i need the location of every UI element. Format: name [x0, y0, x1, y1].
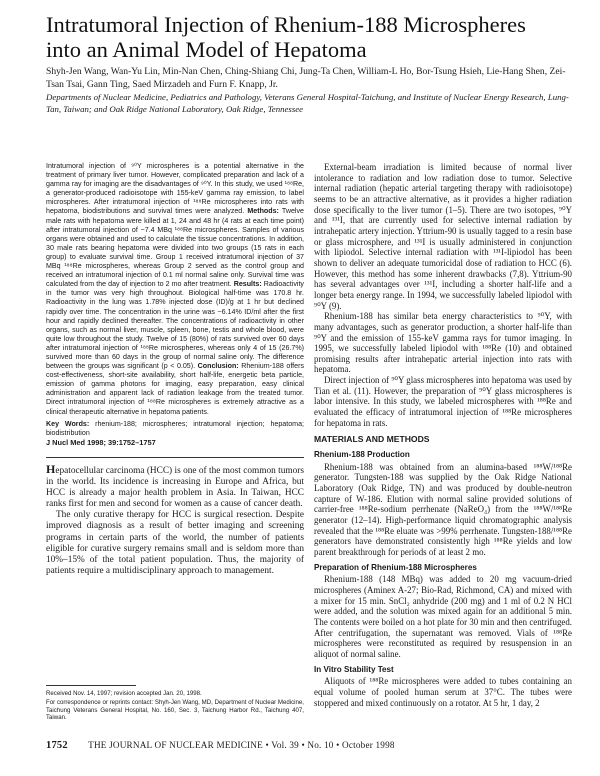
abstract-intro: Intratumoral injection of ⁹⁰Y microspheres is a potential alternative in the treatment of primary liver tumor. However, complicated preparation and lack of a gamma ray for imaging are the disadvantages of ⁹⁰Y. In this study, we used ¹⁸⁸Re, a generator-produced radioisotope with 155-keV gamma ray emission, to label microspheres. After intratumoral injection of ¹⁸⁸Re microspheres into rats with hepatoma, biodistributions and survival times were analyzed. [46, 162, 304, 216]
abstract-results: Radioactivity in the tumor was very high throughout. Biological half-time was 170.8 hr. Radioactivity in the lung was 1.78% injected dose (ID)/g at 1 hr but declined rapidly over time. The concentration in the urine was ~6.14% ID/ml after the first hour and rapidly declined thereafter. The concentrations of radioactivity in other organs, such as normal liver, muscle, spleen, bone, testis and whole blood, were quite low throughout the study. Twelve of 15 (80%) of rats survived over 60 days after intratumoral injection of ¹⁸⁸Re microspheres, whereas only 4 of 15 (26.7%) survived more than 60 days in the group of normal saline only. The difference between the groups was significant (p < 0.05). [46, 280, 304, 371]
page-number: 1752 [46, 740, 68, 751]
body-paragraph-2: Rhenium-188 has similar beta energy characteristics to ⁹⁰Y, with many advantages, such as generator production, a shorter half-life than ⁹⁰Y and the emission of 155-keV gamma rays for tumor imaging. In 1995, we successfully labeled lipiodol with ¹⁸⁸Re (10) and obtained promising results after intrahepatic arterial injection into rats with hepatoma. [314, 311, 572, 375]
intro-paragraph-1 [46, 464, 304, 510]
abstract [46, 162, 304, 447]
footnote-divider [46, 685, 136, 686]
methods-label: Methods: [247, 207, 279, 216]
journal-running-footer: THE JOURNAL OF NUCLEAR MEDICINE • Vol. 39 • No. 10 • October 1998 [88, 740, 395, 750]
abstract-methods: Twelve male rats with hepatoma were killed at 1, 24 and 48 hr (4 rats at each time point) after intratumoral injection of ~7.4 MBq ¹⁸⁸Re microspheres. Samples of various organs were obtained and used to calculate the tissue concentrations. In addition, 30 male rats bearing hepatoma were divided into two groups (15 rats in each group) to evaluate survival time. Group 1 received intratumoral injection of 37 MBq ¹⁸⁸Re microspheres, whereas Group 2 served as the control group and received an intratumoral injection of 0.1 ml normal saline only. Survival time was calculated from the day of injection to 2 mo after treatment. [46, 207, 304, 289]
conclusion-label: Conclusion: [197, 362, 239, 371]
received-note: Received Nov. 14, 1997; revision accepted Jan. 20, 1998. [46, 690, 202, 697]
intro-paragraph-2: The only curative therapy for HCC is surgical resection. Despite improved diagnosis as a result of better imaging and screening programs in certain parts of the world, the number of patients eligible for curative surgery remains small and is seldom more than 10%–15% of the total patient population. Thus, the majority of patients require a multidisciplinary approach to management. [46, 510, 304, 576]
body-paragraph-3: Direct injection of ⁹⁰Y glass microspheres into hepatoma was used by Tian et al. (11). However, the preparation of ⁹⁰Y glass microspheres is labor intensive. In this study, we labeled microspheres with ¹⁸⁸Re and evaluated the efficacy of intratumoral injection of ¹⁸⁸Re microspheres for hepatoma in rats. [314, 375, 572, 428]
article-title: Intratumoral Injection of Rhenium-188 Microspheres into an Animal Model of Hepatoma [46, 12, 526, 62]
intro-text-1: epatocellular carcinoma (HCC) is one of the most common tumors in the world. Its incidence is increasing in Europe and Africa, but HCC is already a major health problem in Asia. In Taiwan, HCC ranks first for men and second for women as a cause of cancer death. [46, 466, 304, 510]
body-paragraph-6: Aliquots of ¹⁸⁸Re microspheres were added to tubes containing an equal volume of pooled human serum at 37°C. The tubes were stoppered and mixed continuously on a rotator. At 5 hr, 1 day, 2 [314, 676, 572, 708]
correspondence-note: For correspondence or reprints contact: Shyh-Jen Wang, MD, Department of Nuclear Medicine, Taichung Veterans General Hospital, No. 160, Sec. 3, Taichung Harbor Rd., Taichung 407, Taiwan. [46, 699, 304, 721]
page-footer [46, 740, 572, 751]
introduction [46, 464, 304, 577]
author-list: Shyh-Jen Wang, Wan-Yu Lin, Min-Nan Chen, Ching-Shiang Chi, Jung-Ta Chen, William-L Ho, Bor-Tsung Hsieh, Lie-Hang Shen, Zei-Tsan Tsai, Gann Ting, Saed Mirzadeh and Furn F. Knapp, Jr. [46, 66, 566, 90]
body-paragraph-4: Rhenium-188 was obtained from an alumina-based ¹⁸⁸W/¹⁸⁸Re generator. Tungsten-188 was supplied by the Oak Ridge National Laboratory (Oak Ridge, TN) and was produced by double-neutron capture of W-186. Elution with normal saline provided solutions of carrier-free ¹⁸⁸Re-sodium perrhenate (NaReO₄) from the ¹⁸⁸W/¹⁸⁸Re generator (12–14). High-performance liquid chromatographic analysis revealed that the ¹⁸⁸Re eluate was >99% perrhenate. Tungsten-188/¹⁸⁸Re generators have demonstrated consistently high ¹⁸⁸Re yields and low parent breakthrough for periods of at least 2 mo. [314, 461, 572, 557]
subheading-stability: In Vitro Stability Test [314, 664, 394, 674]
subheading-production: Rhenium-188 Production [314, 450, 410, 460]
body-paragraph-5: Rhenium-188 (148 MBq) was added to 20 mg vacuum-dried microspheres (Aminex A-27; Bio-Rad, Richmond, CA) and mixed with a mixer for 15 min. SnCl₂ anhydride (200 mg) and 1 ml of 0.2 N HCl were added, and the solution was mixed again for an additional 5 min. The contents were boiled on a hot plate for 30 min and then centrifuged. After centrifugation, the supernatant was removed. Vials of ¹⁸⁸Re microspheres were reconstituted as required by resuspension in an aliquot of normal saline. [314, 574, 572, 659]
abstract-text [46, 162, 304, 417]
affiliation: Departments of Nuclear Medicine, Pediatrics and Pathology, Veterans General Hospital-Taichung, and Institute of Nuclear Energy Research, Lung-Tan, Taiwan; and Oak Ridge National Laboratory, Oak Ridge, Tennessee [46, 92, 569, 114]
keywords-text: rhenium-188; microspheres; intratumoral injection; hepatoma; biodistribution [46, 419, 304, 437]
journal-citation: J Nucl Med 1998; 39:1752–1757 [46, 437, 156, 447]
subheading-preparation: Preparation of Rhenium-188 Microspheres [314, 562, 477, 572]
section-heading-methods: MATERIALS AND METHODS [314, 434, 430, 445]
results-label: Results: [233, 280, 262, 289]
body-paragraph-1: External-beam irradiation is limited because of normal liver intolerance to radiation and low radiation dose to tumor. Selective internal radiation (hepatic arterial targeting therapy with radioisotope) seems to be an attractive alternative, as it provides a higher radiation dose specifically to the liver tumor (1–5). There are two isotopes, ⁹⁰Y and ¹³¹I, that are currently used for selective internal radiation by intrahepatic artery injection. Yttrium-90 is usually tagged to a resin base or glass microsphere, and ¹³¹I is usually administered in conjunction with lipiodol. Selective internal radiation with ¹³¹I-lipiodol has been shown to deliver an adequate tumoricidal dose of radiation to HCC (6). However, this method has some inherent drawbacks (7,8). Yttrium-90 has several advantages over ¹³¹I, including a shorter half-life and a longer beta energy range. In 1994, we successfully labeled lipiodol with ⁹⁰Y (9). [314, 162, 572, 311]
abstract-conclusion: Rhenium-188 offers cost-effectiveness, short-site availability, short half-life, energetic beta particle, emission of gamma photons for imaging, easy preparation, easy clinical administration and apparent lack of radiation leakage from the treated tumor. Direct intratumoral injection of ¹⁸⁸Re microspheres is extremely attractive as a clinical therapeutic alternative in hepatoma patients. [46, 362, 305, 416]
keywords-label: Key Words: [46, 419, 90, 428]
right-column [314, 162, 572, 708]
abstract-divider [46, 457, 304, 458]
drop-cap: H [46, 462, 56, 476]
keywords [46, 420, 304, 438]
footnotes [46, 690, 304, 723]
